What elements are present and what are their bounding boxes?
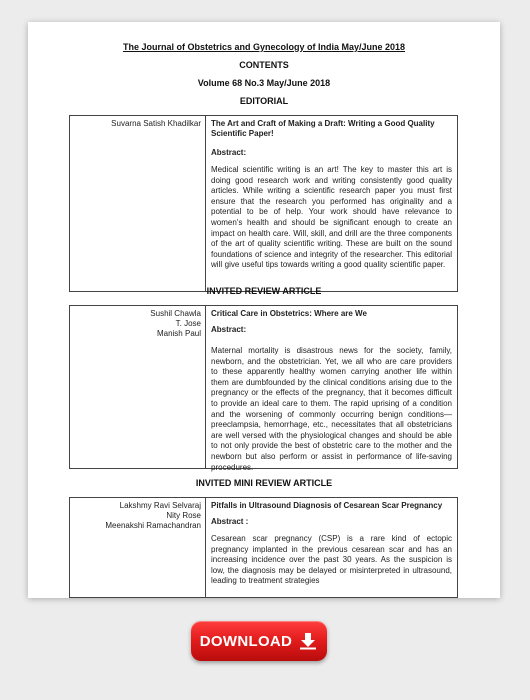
volume-info: Volume 68 No.3 May/June 2018 xyxy=(197,78,331,88)
author-name: Manish Paul xyxy=(156,329,201,338)
abstract-text: Maternal mortality is disastrous news for the society, family, newborn, and the obstetrician. Yet, we all who are care providers to these apparently healthy women carrying another life within them are dumbfounded by the clinical conditions arising due to the pregnancy or the effects of the pregnancy, that it becomes difficult to provide an ideal care to them. The rapid uprising of a condition and the worsening of commonly occurring benign conditions—preeclampsia, hemorrhage, etc., necessitates that all obstetricians are well versed with the physiological changes and should be able to not only provide the best of obstetric care to the mother and the newborn but also perform or assist in performance of life-saving procedures. xyxy=(211,346,452,472)
article-authors xyxy=(70,498,206,597)
author-name: T. Jose xyxy=(175,319,201,328)
abstract-label: Abstract: xyxy=(211,325,247,334)
article-entry-invited-mini-review xyxy=(69,497,458,598)
section-heading-editorial: EDITORIAL xyxy=(239,96,289,106)
section-heading-invited-review: INVITED REVIEW ARTICLE xyxy=(206,286,322,296)
article-content xyxy=(206,116,457,291)
download-button[interactable] xyxy=(191,621,327,661)
contents-heading: CONTENTS xyxy=(239,60,289,70)
abstract-text: Cesarean scar pregnancy (CSP) is a rare kind of ectopic pregnancy implanted in the previous cesarean scar and has an increasing incidence over the past 30 years. As the suspicion is low, the diagnosis may be delayed or misinterpreted in ultrasound, leading to treatment strategies xyxy=(211,534,452,586)
article-authors xyxy=(70,116,206,291)
author-name: Meenakshi Ramachandran xyxy=(105,521,201,530)
article-entry-editorial xyxy=(69,115,458,292)
article-content xyxy=(206,306,457,472)
author-name: Sushil Chawla xyxy=(150,309,201,318)
author-name: Suvarna Satish Khadilkar xyxy=(111,119,201,128)
article-title: Pitfalls in Ultrasound Diagnosis of Cesarean Scar Pregnancy xyxy=(211,501,443,510)
download-arrow-icon xyxy=(298,632,318,650)
author-name: Lakshmy Ravi Selvaraj xyxy=(119,501,201,510)
article-authors xyxy=(70,306,206,468)
article-entry-invited-review xyxy=(69,305,458,472)
article-content xyxy=(206,498,457,597)
abstract-text: Medical scientific writing is an art! The key to master this art is doing good research work and writing consistently good quality articles. While writing a scientific research paper you must first ensure that the research you performed has originality and a potential to be of help. Your work should have relevance to women's health and should be significant enough to create an impact on health care. Will, skill, and drill are the three components of the art of quality scientific writing. These are built on the sound foundations of science and integrity of the researcher. This editorial will give useful tips towards writing a good quality scientific paper. xyxy=(211,165,452,270)
article-title: The Art and Craft of Making a Draft: Writing a Good Quality Scientific Paper! xyxy=(211,119,435,138)
article-title: Critical Care in Obstetrics: Where are We xyxy=(211,309,367,318)
journal-title: The Journal of Obstetrics and Gynecology of India May/June 2018 xyxy=(122,42,406,52)
download-button-label: DOWNLOAD xyxy=(199,632,293,650)
section-heading-invited-mini-review: INVITED MINI REVIEW ARTICLE xyxy=(195,478,333,488)
author-name: Nity Rose xyxy=(166,511,201,520)
abstract-label: Abstract : xyxy=(211,517,249,526)
abstract-label: Abstract: xyxy=(211,148,247,157)
document-preview xyxy=(28,22,500,598)
